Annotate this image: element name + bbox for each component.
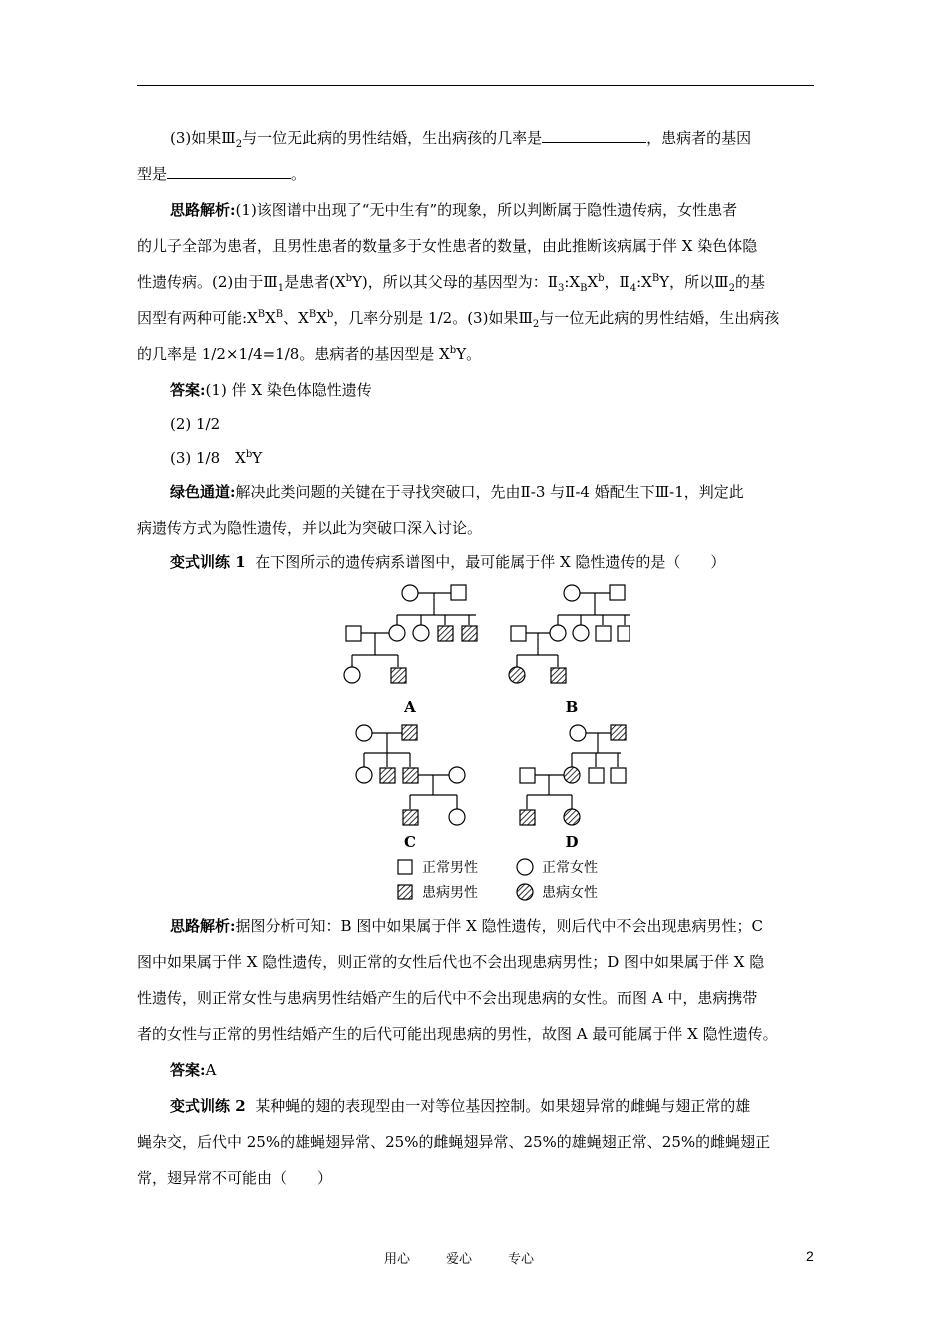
footer-item: 爱心 [446, 1252, 473, 1267]
answer-1-line1: 答案:(1) 伴 X 染色体隐性遗传 [170, 381, 372, 399]
pedigree-c [356, 725, 465, 825]
figure-label-d: D [565, 833, 579, 851]
legend-affected-female: 患病女性 [542, 885, 598, 901]
analysis-1-line4: 因型有两种可能$:X^BX^B$、$X^BX^b$，几率分别是 1/2。(3)如果$Ⅲ_2$与一位无此病的男性结婚，生出病孩 [137, 309, 780, 330]
page-number: 2 [806, 1248, 814, 1264]
question-3-line2: 型是 。 [137, 160, 814, 188]
pedigree-figure [330, 575, 630, 910]
exercise-1: 变式训练 1 在下图所示的遗传病系谱图中，最可能属于伴 X 隐性遗传的是（ ） [170, 553, 726, 571]
figure-label-c: C [404, 833, 416, 851]
footer-item: 用心 [384, 1252, 411, 1267]
analysis-1-line2: 的儿子全部为患者，且男性患者的数量多于女性患者的数量，由此推断该病属于伴 X 染色体隐 [137, 237, 758, 255]
legend-normal-male: 正常男性 [422, 860, 478, 876]
exercise-2-line1: 变式训练 2 某种蝇的翅的表现型由一对等位基因控制。如果翅异常的雌蝇与翅正常的雄 [170, 1097, 751, 1115]
analysis-2-line2: 图中如果属于伴 X 隐性遗传，则正常的女性后代也不会出现患病男性；D 图中如果属于伴 X 隐 [137, 953, 765, 971]
analysis-1-line3: 性遗传病。(2)由于$Ⅲ_1$是患者$(X^bY)$，所以其父母的基因型为：$Ⅱ_3:X_BX^b$，$Ⅱ_4:X^BY$，所以$Ⅲ_2$的基 [137, 273, 765, 294]
question-3: (3)如果$Ⅲ_2$与一位无此病的男性结婚，生出病孩的几率是 ，患病者的基因 [137, 124, 814, 152]
exercise-2-line2: 蝇杂交，后代中 25%的雄蝇翅异常、25%的雌蝇翅异常、25%的雄蝇翅正常、25%的雌蝇翅正 [137, 1133, 771, 1151]
header-rule [137, 85, 814, 86]
analysis-1-line1: 思路解析:(1)该图谱中出现了“无中生有”的现象，所以判断属于隐性遗传病，女性患者 [170, 201, 738, 219]
green-channel-line1: 绿色通道:解决此类问题的关键在于寻找突破口，先由Ⅱ-3 与Ⅱ-4 婚配生下Ⅲ-1，判定此 [170, 483, 744, 501]
green-channel-line2: 病遗传方式为隐性遗传，并以此为突破口深入讨论。 [137, 519, 483, 537]
analysis-1-line5: 的几率是 1/2×1/4=1/8。患病者的基因型是 $X^bY$。 [137, 345, 482, 363]
pedigree-d [520, 725, 626, 825]
legend-affected-male-symbol [398, 885, 412, 899]
figure-label-a: A [404, 698, 416, 716]
analysis-2-line3: 性遗传，则正常女性与患病男性结婚产生的后代中不会出现患病的女性。而图 A 中，患病携带 [137, 989, 758, 1007]
figure-label-b: B [565, 698, 579, 716]
answer-1-line2: (2) 1/2 [170, 415, 221, 433]
legend-normal-male-symbol [398, 860, 412, 874]
legend-normal-female-symbol [517, 859, 533, 875]
pedigree-a [344, 585, 477, 683]
legend-affected-female-symbol [517, 884, 533, 900]
legend-normal-female: 正常女性 [542, 860, 598, 876]
answer-blank [167, 162, 291, 179]
answer-1-line3: (3) 1/8 $X^bY$ [170, 449, 263, 467]
answer-blank [542, 126, 646, 143]
answer-2: 答案:A [170, 1061, 217, 1079]
analysis-2-line4: 者的女性与正常的男性结婚产生的后代可能出现患病的男性，故图 A 最可能属于伴 X 隐性遗传。 [137, 1025, 778, 1043]
legend-affected-male: 患病男性 [422, 885, 478, 901]
footer-item: 专心 [508, 1252, 535, 1267]
analysis-2-line1: 思路解析:据图分析可知：B 图中如果属于伴 X 隐性遗传，则后代中不会出现患病男性；C [170, 917, 764, 935]
exercise-2-line3: 常，翅异常不可能由（ ） [137, 1169, 333, 1187]
pedigree-b [509, 585, 630, 683]
